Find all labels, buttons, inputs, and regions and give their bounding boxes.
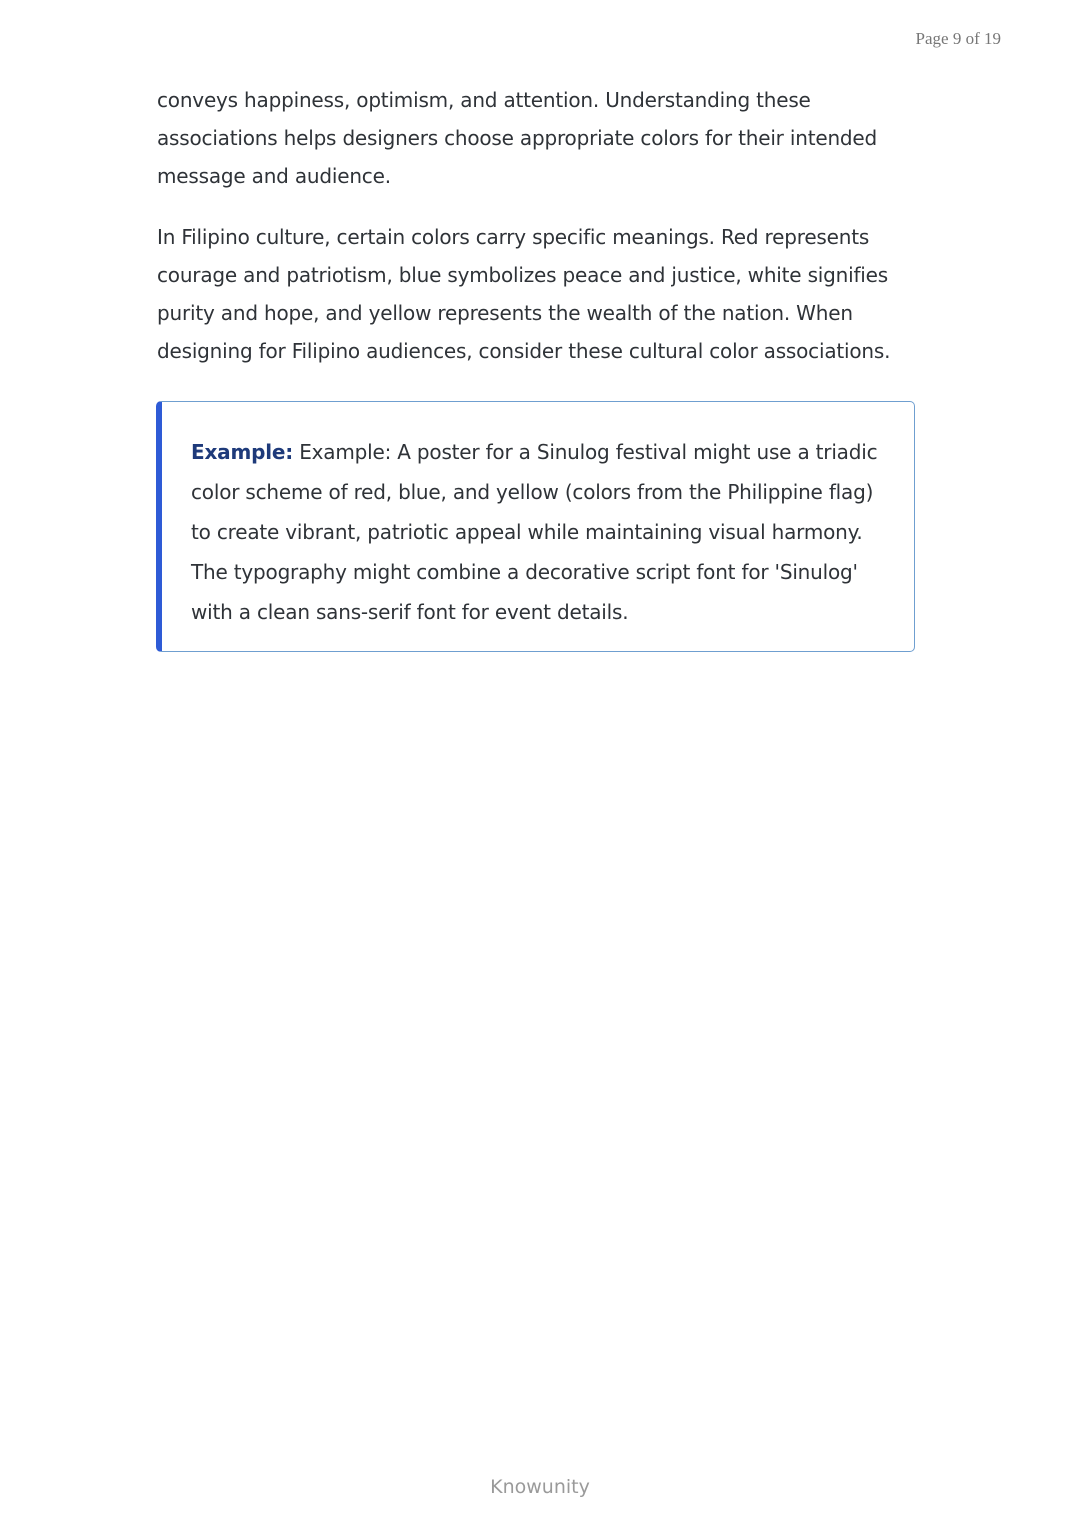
footer-brand: Knowunity	[490, 1476, 590, 1498]
example-label: Example:	[191, 440, 294, 464]
paragraph-filipino-colors: In Filipino culture, certain colors carry specific meanings. Red represents courage and patriotism, blue symbolizes peace and justice, white signifies purity and hope, and yellow represents the wealth of the nation. When designing for Filipino audiences, consider these cultural color associations.	[157, 225, 891, 363]
main-content	[157, 81, 917, 370]
paragraph-color-associations: conveys happiness, optimism, and attention. Understanding these associations helps designers choose appropriate colors for their intended message and audience.	[157, 88, 878, 188]
example-text	[191, 432, 891, 632]
example-callout-box	[156, 401, 915, 652]
example-body: Example: A poster for a Sinulog festival might use a triadic color scheme of red, blue, and yellow (colors from the Philippine flag) to create vibrant, patriotic appeal while maintaining visual harmony. The typography might combine a decorative script font for 'Sinulog' with a clean sans-serif font for event details.	[191, 440, 878, 624]
page-number: Page 9 of 19	[915, 29, 1001, 48]
